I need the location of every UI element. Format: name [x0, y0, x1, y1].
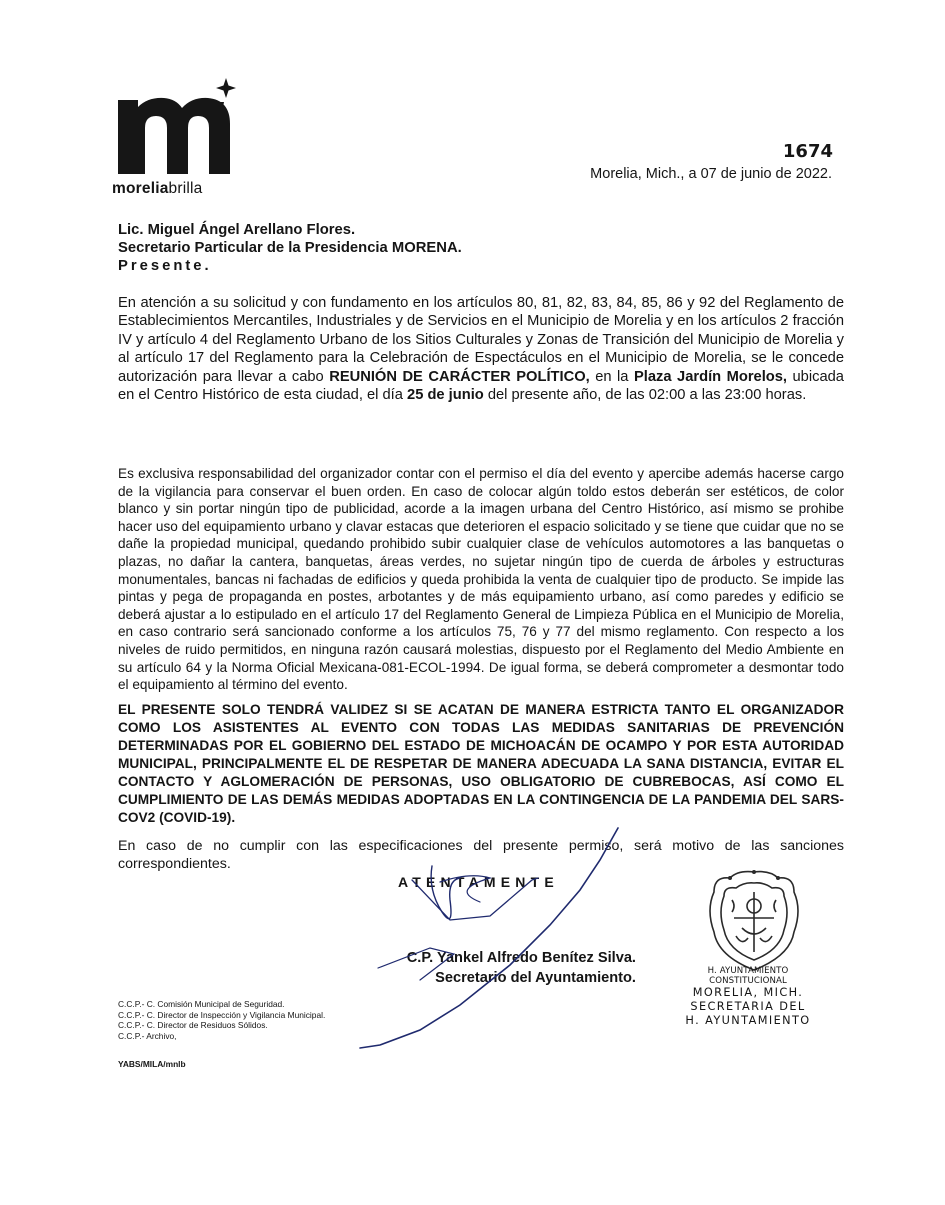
p1-event: REUNIÓN DE CARÁCTER POLÍTICO,: [329, 368, 590, 385]
p1-date: 25 de junio: [407, 387, 484, 404]
folio-number: 1674: [782, 141, 833, 162]
ccp-item: C.C.P.- C. Director de Residuos Sólidos.: [118, 1020, 268, 1031]
ccp-item: C.C.P.- Archivo,: [118, 1030, 177, 1041]
logo-wordmark: [112, 180, 202, 198]
ccp-item: C.C.P.- C. Director de Inspección y Vigilancia Municipal.: [118, 1009, 326, 1020]
seal-caption-line-1: H. AYUNTAMIENTO CONSTITUCIONAL: [707, 966, 789, 986]
seal-caption-line-4: H. AYUNTAMIENTO: [685, 1014, 811, 1027]
addressee-name: Lic. Miguel Ángel Arellano Flores.: [118, 222, 356, 238]
paragraph-sanctions: En caso de no cumplir con las especificaciones del presente permiso, será motivo de las sanciones correspondientes.: [118, 838, 844, 872]
seal-caption: [668, 966, 828, 1028]
seal-caption-line-2: MORELIA, MICH.: [692, 986, 804, 999]
ccp-item: C.C.P.- C. Comisión Municipal de Seguridad.: [118, 999, 285, 1009]
ccp-list: [118, 999, 325, 1041]
addressee-position: Secretario Particular de la Presidencia MORENA.: [118, 240, 462, 256]
signer-title: Secretario del Ayuntamiento.: [435, 970, 636, 986]
morelia-logo: [112, 74, 252, 200]
paragraph-sanitary-measures: EL PRESENTE SOLO TENDRÁ VALIDEZ SI SE ACATAN DE MANERA ESTRICTA TANTO EL ORGANIZADOR COMO LOS ASISTENTES AL EVENTO CON TODAS LAS MEDIDAS SANITARIAS DE PREVENCIÓN DETERMINADAS POR EL GOBIERNO DEL ESTADO DE MICHOACÁN DE OCAMPO Y POR ESTA AUTORIDAD MUNICIPAL, PRINCIPALMENTE EL DE RESPETAR DE MANERA ADECUADA LA SANA DISTANCIA, EVITAR EL CONTACTO Y AGLOMERACIÓN DE PERSONAS, USO OBLIGATORIO DE CUBREBOCAS, ASÍ COMO EL CUMPLIMIENTO DE LAS DEMÁS MEDIDAS ADOPTADAS EN LA CONTINGENCIA DE LA PANDEMIA DEL SARS-COV2 (COVID-19).: [118, 702, 844, 825]
signer-name: C.P. Yankel Alfredo Benítez Silva.: [406, 950, 636, 966]
p1-text-b: en la: [589, 368, 634, 385]
seal-caption-line-3: SECRETARIA DEL: [690, 1000, 806, 1013]
logo-text-light: brilla: [168, 180, 203, 197]
p1-text-d: del presente año, de las 02:00 a las 23:00 horas.: [483, 387, 807, 404]
closing-atentamente: ATENTAMENTE: [398, 874, 559, 890]
paragraph-authorization: [118, 294, 844, 404]
p1-place: Plaza Jardín Morelos,: [633, 368, 788, 385]
dateline: Morelia, Mich., a 07 de junio de 2022.: [590, 166, 832, 182]
signer-block: [360, 948, 636, 988]
paragraph-responsibilities: Es exclusiva responsabilidad del organizador contar con el permiso el día del evento y apercibe además hacerse cargo de la vigilancia para conservar el buen orden. En caso de colocar algún toldo estos deberán ser estéticos, de color blanco y sin portar ningún tipo de publicidad, acorde a la imagen urbana del Centro Histórico, así mismo se prohibe hacer uso del equipamiento urbano y clavar estacas que deterioren el espacio solicitado y se tiene que cuidar que no se dañe la propiedad municipal, quedando prohibido subir cualquier clase de vehículos automotores a las banquetas o plazas, no dañar la cantera, banquetas, áreas verdes, no sujetar ningún tipo de cuerda de árboles y estructuras monumentales, bancas ni fachadas de edificios y queda prohibida la venta de cualquier tipo de producto. Se impide las pintas y pega de propaganda en postes, arbotantes y de más equipamiento urbano, así como paredes y edificio se deberá ajustar a lo estipulado en el artículo 17 del Reglamento General de Limpieza Pública en el Municipio de Morelia, en caso contrario será sancionado conforme a los artículos 75, 76 y 77 del mismo reglamento. Con respecto a los niveles de ruido permitidos, en ninguna razón causará molestias, dispuesto por el Reglamento del Medio Ambiente en su artículo 64 y la Norma Oficial Mexicana-081-ECOL-1994. De igual forma, se deberá comprometer a desmontar todo el equipamiento al término del evento.: [118, 466, 844, 693]
logo-text-bold: morelia: [112, 180, 169, 197]
addressee-block: [118, 221, 462, 275]
p1-text-a: En atención a su solicitud y con fundamento en los artículos 80, 81, 82, 83, 84, 85, 86 y 92 del Reglamento de Establecimientos Mercantiles, Industriales y de Servicios en el Municipio de Morelia y en los artículos 2 fracción IV y artículo 4 del Reglamento Urbano de los Sitios Culturales y Zonas de Transición del Municipio de Morelia y al artículo 17 del Reglamento para la Celebración de Espectáculos en el Municipio de Morelia, se le concede autorización para llevar a cabo: [118, 295, 844, 385]
coat-of-arms-seal-icon: [702, 866, 806, 974]
reference-initials: YABS/MILA/mnlb: [118, 1059, 186, 1069]
morelia-m-icon: [112, 74, 252, 178]
addressee-presente: Presente.: [118, 258, 212, 274]
p1-text-c: ubicada en el Centro Histórico de esta ciudad, el día: [118, 368, 844, 404]
